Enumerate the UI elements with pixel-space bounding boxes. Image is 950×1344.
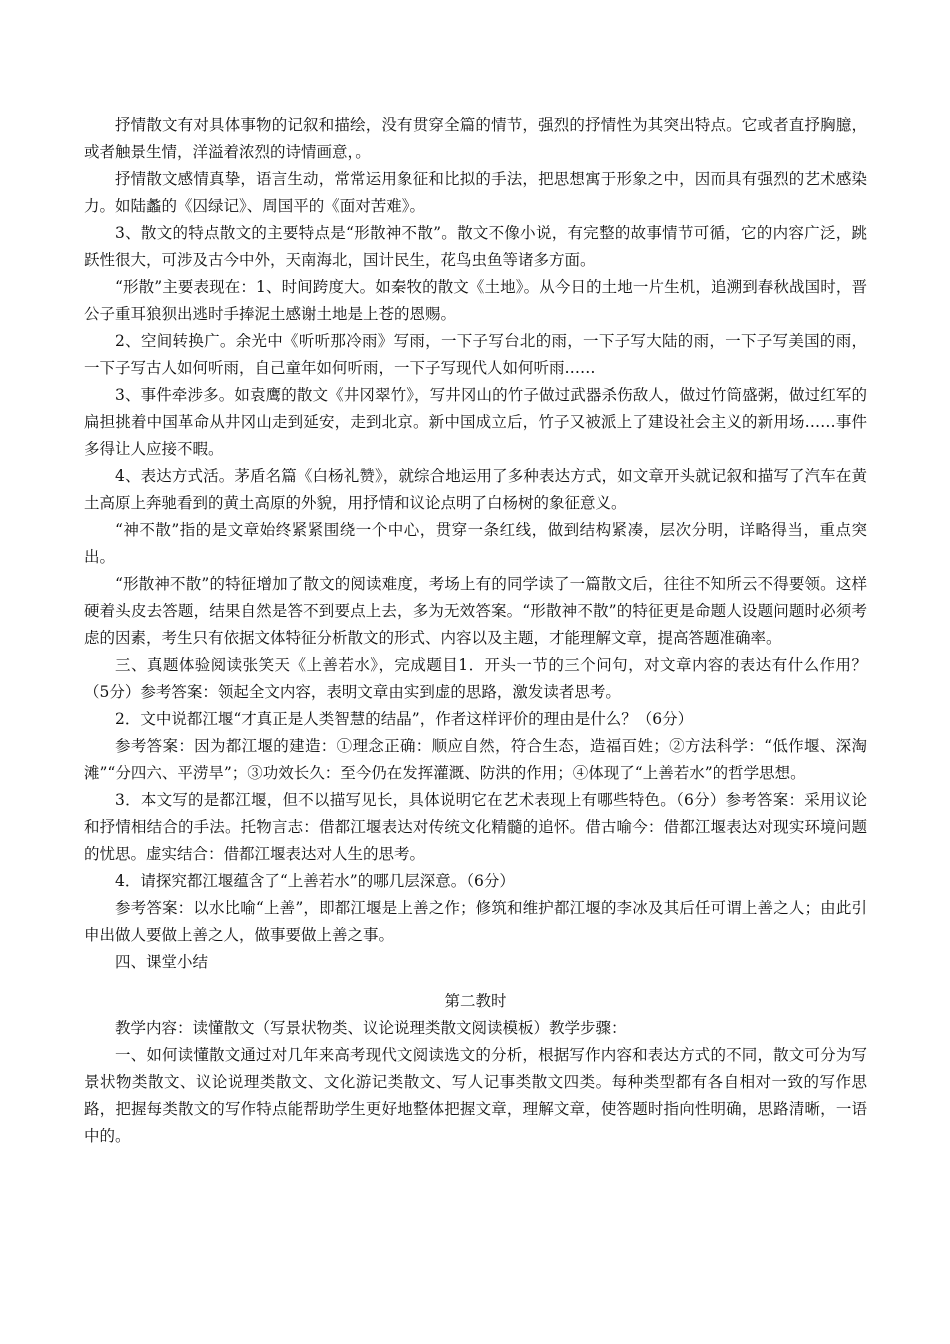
paragraph: 参考答案：因为都江堰的建造：①理念正确：顺应自然，符合生态，造福百姓；②方法科学：“低作堰、深淘滩”“分四六、平涝旱”；③功效长久：至今仍在发挥灌溉、防洪的作用；④体现了“上善若水”的哲学思想。 xyxy=(84,737,867,782)
paragraph: 抒情散文有对具体事物的记叙和描绘，没有贯穿全篇的情节，强烈的抒情性为其突出特点。它或者直抒胸臆，或者触景生情，洋溢着浓烈的诗情画意，。 xyxy=(84,116,867,161)
section-title: 第二教时 xyxy=(444,992,507,1010)
paragraph: 四、课堂小结 xyxy=(115,953,209,971)
paragraph: 参考答案：以水比喻“上善”，即都江堰是上善之作；修筑和维护都江堰的李冰及其后任可谓上善之人；由此引申出做人要做上善之人，做事要做上善之事。 xyxy=(84,899,867,944)
paragraph: “形散”主要表现在：1、时间跨度大。如秦牧的散文《土地》。从今日的土地一片生机，追溯到春秋战国时，晋公子重耳狼狈出逃时手捧泥土感谢土地是上苍的恩赐。 xyxy=(84,278,867,323)
paragraph: 3、散文的特点散文的主要特点是“形散神不散”。散文不像小说，有完整的故事情节可循，它的内容广泛，跳跃性很大，可涉及古今中外，天南海北，国计民生，花鸟虫鱼等诸多方面。 xyxy=(84,224,867,269)
paragraph: 2．文中说都江堰“才真正是人类智慧的结晶”，作者这样评价的理由是什么？（6分） xyxy=(115,710,694,728)
paragraph: 2、空间转换广。余光中《听听那冷雨》写雨，一下子写台北的雨，一下子写大陆的雨，一下子写美国的雨，一下子写古人如何听雨，自己童年如何听雨，一下子写现代人如何听雨…… xyxy=(84,332,867,377)
paragraph: “形散神不散”的特征增加了散文的阅读难度，考场上有的同学读了一篇散文后，往往不知所云不得要领。这样硬着头皮去答题，结果自然是答不到要点上去，多为无效答案。“形散神不散”的特征更是命题人设题问题时必须考虑的因素，考生只有依据文体特征分析散文的形式、内容以及主题，才能理解文章，提高答题准确率。 xyxy=(84,575,867,647)
paragraph: 3．本文写的是都江堰，但不以描写见长，具体说明它在艺术表现上有哪些特色。（6分）参考答案：采用议论和抒情相结合的手法。托物言志：借都江堰表达对传统文化精髓的追怀。借古喻今：借都江堰表达对现实环境问题的忧思。虚实结合：借都江堰表达对人生的思考。 xyxy=(84,791,867,863)
document-page xyxy=(84,112,867,1150)
paragraph: 4．请探究都江堰蕴含了“上善若水”的哪几层深意。（6分） xyxy=(115,872,515,890)
paragraph: 三、真题体验阅读张笑天《上善若水》，完成题目1．开头一节的三个问句，对文章内容的表达有什么作用？（5分）参考答案：领起全文内容，表明文章由实到虚的思路，激发读者思考。 xyxy=(84,656,867,701)
paragraph: 抒情散文感情真挚，语言生动，常常运用象征和比拟的手法，把思想寓于形象之中，因而具有强烈的艺术感染力。如陆蠡的《囚绿记》、周国平的《面对苦难》。 xyxy=(84,170,867,215)
paragraph: 4、表达方式活。茅盾名篇《白杨礼赞》，就综合地运用了多种表达方式，如文章开头就记叙和描写了汽车在黄土高原上奔驰看到的黄土高原的外貌，用抒情和议论点明了白杨树的象征意义。 xyxy=(84,467,867,512)
paragraph: 教学内容：读懂散文（写景状物类、议论说理类散文阅读模板）教学步骤： xyxy=(115,1019,627,1037)
paragraph: 3、事件牵涉多。如袁鹰的散文《井冈翠竹》，写井冈山的竹子做过武器杀伤敌人，做过竹筒盛粥，做过红军的扁担挑着中国革命从井冈山走到延安，走到北京。新中国成立后，竹子又被派上了建设社会主义的新用场……事件多得让人应接不暇。 xyxy=(84,386,867,458)
paragraph: “神不散”指的是文章始终紧紧围绕一个中心，贯穿一条红线，做到结构紧凑，层次分明，详略得当，重点突出。 xyxy=(84,521,867,566)
paragraph: 一、如何读懂散文通过对几年来高考现代文阅读选文的分析，根据写作内容和表达方式的不同，散文可分为写景状物类散文、议论说理类散文、文化游记类散文、写人记事类散文四类。每种类型都有各自相对一致的写作思路，把握每类散文的写作特点能帮助学生更好地整体把握文章，理解文章，使答题时指向性明确，思路清晰，一语中的。 xyxy=(84,1046,867,1145)
